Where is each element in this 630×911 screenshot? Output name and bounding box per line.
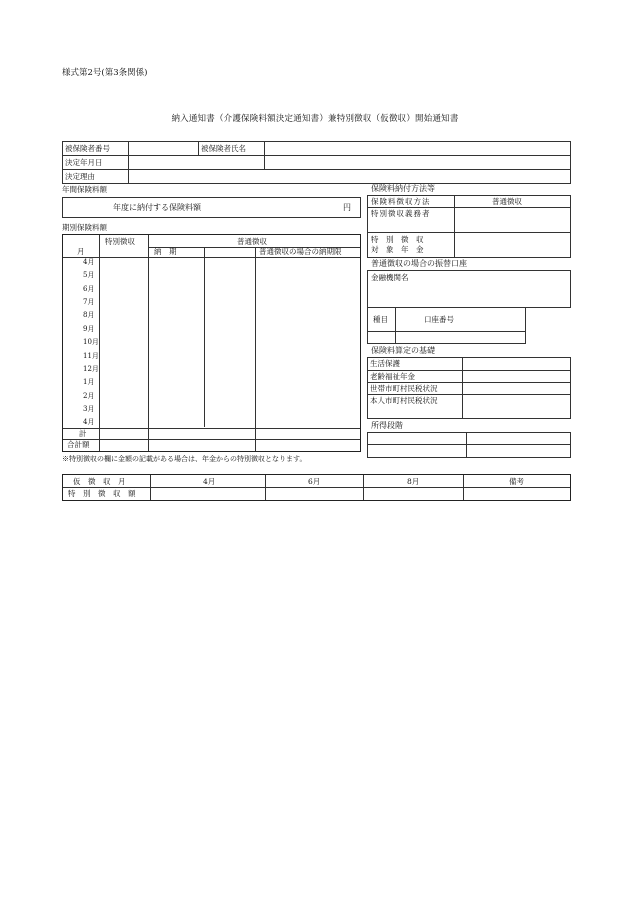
bank-section-label: 普通徴収の場合の振替口座 (371, 259, 467, 268)
period-table (62, 234, 361, 452)
month-label: 3月 (83, 404, 95, 413)
month-label: 4月 (83, 418, 95, 427)
bank-institution-box (367, 270, 571, 308)
bank-account-box (367, 307, 526, 344)
month-label: 6月 (83, 284, 95, 293)
month-header: 月 (77, 247, 85, 256)
ordinary-due-header: 普通徴収の場合の納期限 (259, 247, 342, 256)
month-label: 8月 (83, 311, 95, 320)
annual-section-label: 年間保険料額 (62, 185, 107, 194)
decision-date-label: 決定年月日 (63, 156, 129, 170)
month-label: 12月 (83, 364, 99, 373)
annual-amount-label: 年度に納付する保険料額 (113, 203, 201, 212)
basis-row-label: 世帯市町村民税状況 (370, 384, 438, 393)
provisional-month-june: 6月 (308, 477, 321, 486)
account-number-label: 口座番号 (424, 315, 454, 324)
period-section-label: 期別保険料額 (62, 223, 107, 232)
month-label: 2月 (83, 391, 95, 400)
decision-date-blank (265, 156, 571, 170)
provisional-table (62, 474, 571, 501)
target-pension-label-1: 特 別 徴 収 (371, 235, 424, 244)
ordinary-collection-header: 普通徴収 (237, 237, 267, 246)
basis-row-label: 生活保護 (370, 359, 400, 368)
decision-date-field[interactable] (129, 156, 265, 170)
insured-number-field[interactable] (129, 142, 199, 156)
insured-name-label: 被保険者氏名 (199, 142, 265, 156)
annual-unit: 円 (343, 203, 351, 212)
month-label: 5月 (83, 271, 95, 280)
income-table (367, 432, 571, 458)
footnote: ※特別徴収の欄に金額の記載がある場合は、年金からの特別徴収となります。 (62, 455, 307, 463)
insured-number-label: 被保険者番号 (63, 142, 129, 156)
due-date-header: 納 期 (154, 247, 177, 256)
decision-reason-label: 決定理由 (63, 170, 129, 184)
special-collection-header: 特別徴収 (105, 237, 135, 246)
method-value: 普通徴収 (492, 197, 522, 206)
month-label: 7月 (83, 298, 95, 306)
method-label: 保険料徴収方法 (371, 197, 431, 206)
provisional-amount-label: 特 別 徴 収 額 (68, 489, 136, 498)
month-label: 9月 (83, 324, 95, 333)
account-type-label: 種目 (373, 315, 388, 324)
provisional-month-label: 仮 徴 収 月 (73, 477, 126, 486)
insured-info-table (62, 141, 571, 184)
form-number: 様式第2号(第3条関係) (62, 68, 148, 78)
annual-amount-box (62, 197, 361, 218)
payment-method-table (367, 195, 571, 258)
basis-row-label: 老齢福祉年金 (370, 372, 415, 381)
month-label: 4月 (83, 258, 95, 266)
target-pension-label-2: 対 象 年 金 (371, 245, 424, 254)
basis-row-label: 本人市町村民税状況 (370, 396, 438, 405)
income-section-label: 所得段階 (371, 421, 403, 430)
month-label: 1月 (83, 378, 95, 387)
obligor-label: 特別徴収義務者 (371, 209, 431, 218)
provisional-month-august: 8月 (407, 477, 420, 486)
month-label: 10月 (83, 338, 99, 347)
insured-name-field[interactable] (265, 142, 571, 156)
total-label: 合計額 (67, 440, 90, 449)
decision-reason-field[interactable] (129, 170, 571, 184)
basis-table (367, 357, 571, 419)
remarks-label: 備考 (509, 477, 524, 486)
institution-label: 金融機関名 (371, 273, 409, 282)
month-label: 11月 (83, 351, 99, 360)
payment-method-section-label: 保険料納付方法等 (371, 184, 435, 193)
document-title: 納入通知書（介護保険料額決定通知書）兼特別徴収（仮徴収）開始通知書 (171, 114, 459, 124)
subtotal-label: 計 (79, 429, 87, 438)
provisional-month-april: 4月 (203, 477, 216, 486)
basis-section-label: 保険料算定の基礎 (371, 346, 435, 355)
